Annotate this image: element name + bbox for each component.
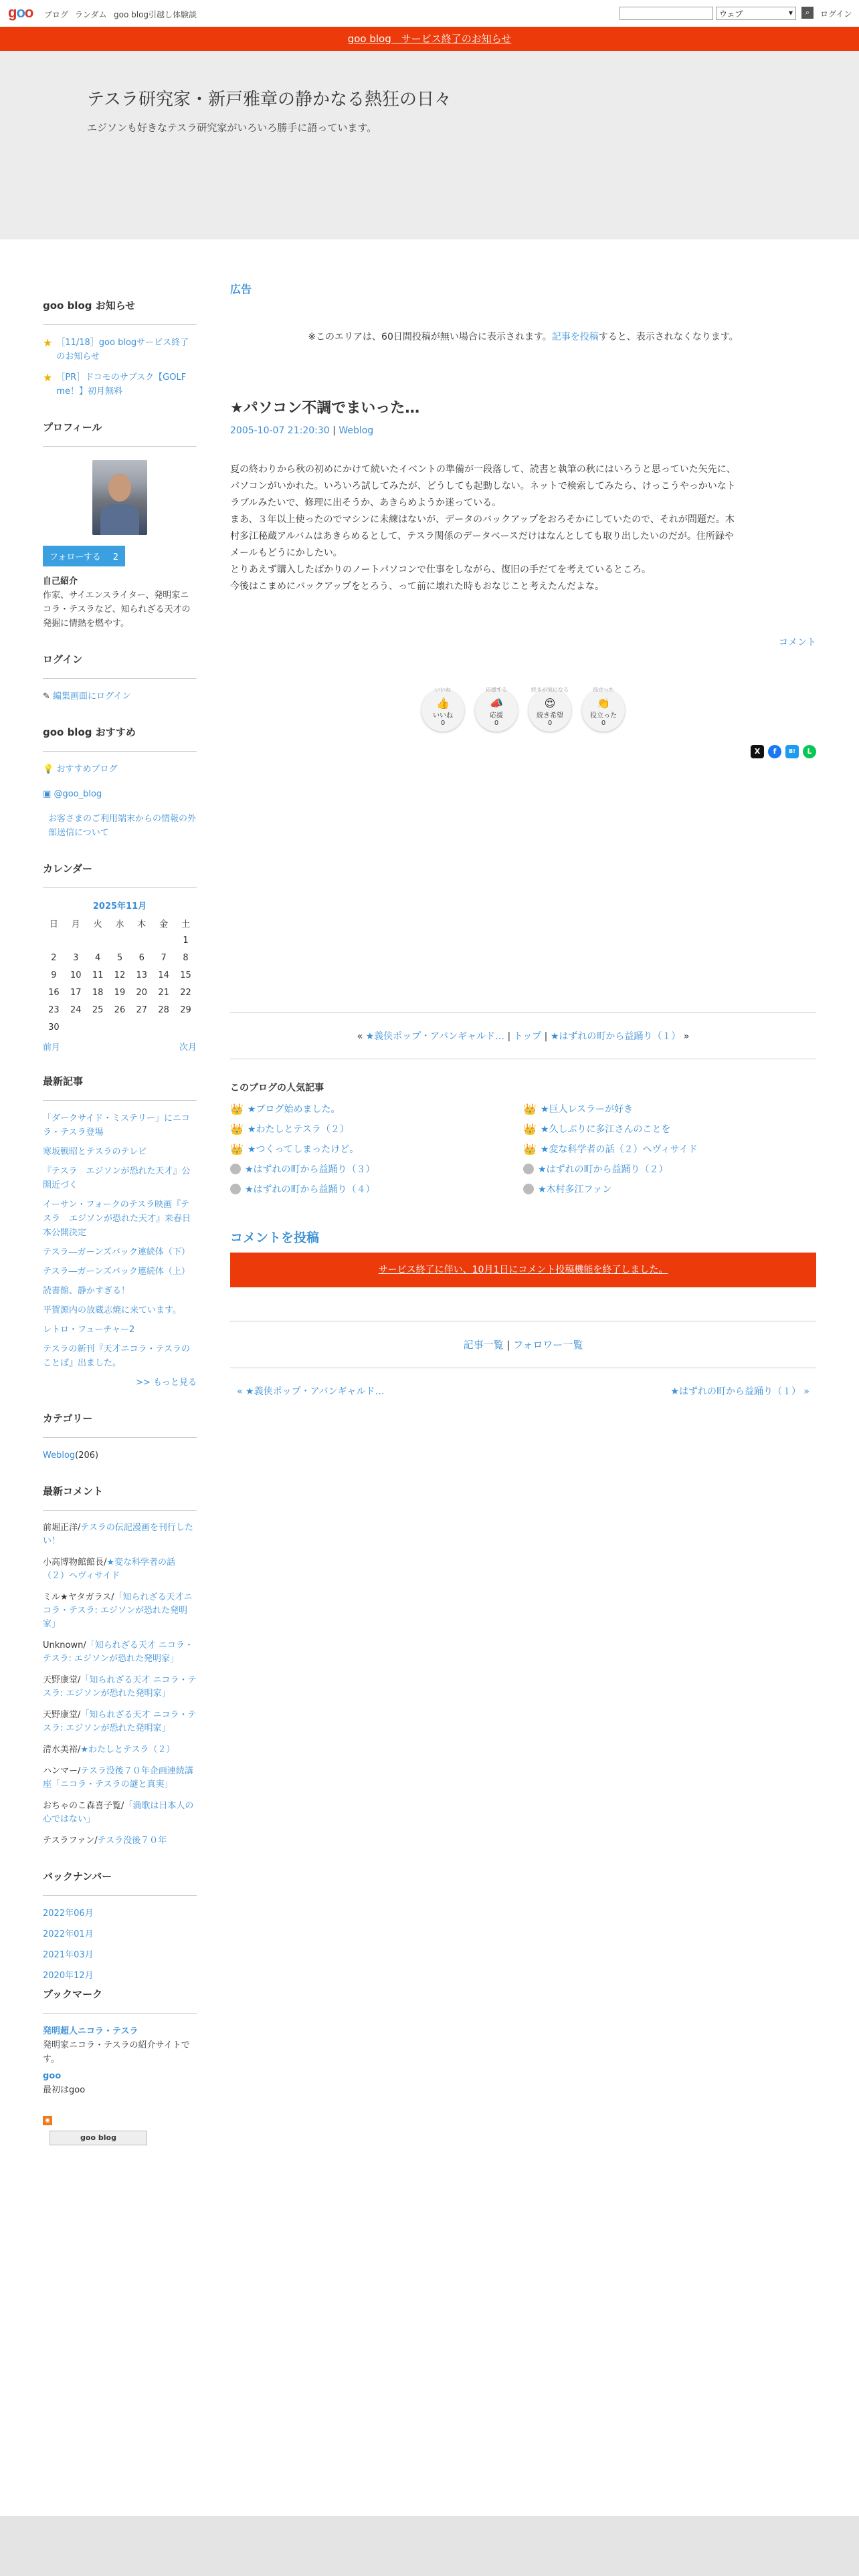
crown-icon: 👑 — [523, 1122, 537, 1136]
comment-entry-link[interactable]: ★変な科学者の話（２）ヘヴィサイド — [43, 1558, 176, 1581]
nav-blog-link[interactable]: ブログ — [44, 10, 69, 19]
reaction-caption: 役立った — [593, 687, 614, 693]
weekday-label: 日 — [49, 919, 58, 930]
bookmark-desc: 発明家ニコラ・テスラの紹介サイトです。 — [43, 2040, 190, 2064]
profile-heading: プロフィール — [43, 420, 197, 447]
calendar-day: 3 — [73, 952, 79, 963]
recent-article-link[interactable]: イーサン・フォークのテスラ映画『テスラ エジソンが恐れた天才』来春日本公開決定 — [43, 1200, 191, 1238]
popular-item — [230, 1162, 523, 1176]
popular-list — [230, 1102, 816, 1196]
calendar-day: 12 — [114, 970, 126, 980]
calendar-day: 7 — [161, 952, 167, 963]
star-icon: ★ — [43, 336, 53, 349]
popular-article-link[interactable]: ★巨人レスラーが好き — [540, 1104, 634, 1115]
share-buttons — [230, 745, 816, 758]
comment-entry-link[interactable]: 「知られざる天才 ニコラ・テスラ: エジソンが恐れた発明家」 — [43, 1675, 197, 1699]
recent-article-link[interactable]: 読書館、静かすぎる！ — [43, 1286, 130, 1296]
twitter-icon: ▣ — [43, 789, 52, 799]
crown-icon: 👑 — [230, 1122, 244, 1136]
backnumber-link[interactable]: 2021年03月 — [43, 1950, 94, 1960]
crown-icon: 👑 — [523, 1142, 537, 1156]
calendar-day: 2 — [51, 952, 57, 963]
recent-article-link[interactable]: 寒坂戦昭とテスラのテレビ — [43, 1147, 147, 1157]
comment-user: 小高博物館館長 — [43, 1558, 104, 1568]
calendar-day: 18 — [92, 987, 104, 998]
search-input[interactable] — [619, 7, 713, 20]
top-link[interactable]: トップ — [513, 1031, 542, 1042]
comment-item: ミル★ヤタガラス/「知られざる天才ニコラ・テスラ: エジソンが恐れた発明家」 — [43, 1592, 193, 1629]
follow-button[interactable]: フォローする 2 — [43, 546, 125, 566]
backnumber-list[interactable] — [43, 1907, 197, 1981]
popular-item — [230, 1142, 523, 1156]
weekday-label: 土 — [181, 919, 191, 930]
recent-article-link[interactable]: 平賀源内の放蔵志焼に来ています。 — [43, 1305, 181, 1315]
calendar-day: 4 — [94, 952, 101, 963]
calendar-day — [153, 1018, 175, 1036]
recent-article-link[interactable]: 「ダークサイド・ミステリー」にニコラ・テスラ登場 — [43, 1113, 190, 1138]
crown-icon: 👑 — [230, 1102, 244, 1115]
backnumber-link[interactable]: 2022年01月 — [43, 1929, 94, 1939]
news-heading: goo blog お知らせ — [43, 298, 197, 325]
entry-navigation: « ★義侠ポップ・アバンギャルド… | トップ | ★はずれの町から益踊り（１） » — [230, 1012, 816, 1059]
nav-moving-link[interactable]: goo blog引越し体験談 — [114, 10, 197, 19]
popular-article-link[interactable]: ★はずれの町から益踊り（４） — [245, 1184, 375, 1195]
pencil-icon: ✎ — [43, 691, 50, 702]
post-comment-heading: コメントを投稿 — [230, 1230, 320, 1245]
post-entry-link[interactable]: 記事を投稿 — [551, 332, 599, 342]
backnumber-link[interactable]: 2020年12月 — [43, 1971, 94, 1981]
recommend-heading: goo blog おすすめ — [43, 725, 197, 752]
service-end-link[interactable]: goo blog サービス終了のお知らせ — [347, 33, 512, 45]
sidebar — [43, 298, 197, 2167]
blog-header — [0, 51, 859, 239]
nav-random-link[interactable]: ランダム — [75, 10, 107, 19]
comment-item: おちゃのこ森喜子覧/「満歌は日本人の心ではない」 — [43, 1801, 194, 1824]
calendar-day: 20 — [136, 987, 148, 998]
backnumber-link[interactable]: 2022年06月 — [43, 1909, 94, 1919]
calendar-day: 19 — [114, 987, 126, 998]
reaction-label: 続き希望 — [537, 712, 563, 720]
comment-entry-link[interactable]: 「知られざる天才 ニコラ・テスラ: エジソンが恐れた発明家」 — [43, 1710, 197, 1733]
calendar-prev-link[interactable]: 前月 — [43, 1043, 61, 1053]
reaction-icon: 😍 — [544, 697, 556, 710]
more-link[interactable]: >> もっと見る — [136, 1378, 197, 1388]
twitter-link[interactable]: @goo_blog — [54, 789, 102, 799]
calendar-day — [109, 1018, 131, 1036]
popular-article-link[interactable]: ★はずれの町から益踊り（３） — [245, 1164, 375, 1175]
comment-item: テスラファン/テスラ没後７０年 — [43, 1836, 167, 1846]
category-count: (206) — [75, 1451, 99, 1461]
intro-heading: 自己紹介 — [43, 576, 78, 586]
entry-paragraph-line: 今後はこまめにバックアップをとろう、って前に壊れた時もおなじこと考えたんだよな。 — [230, 581, 605, 592]
reaction-caption: いいね — [435, 687, 451, 693]
reaction-count: 0 — [494, 720, 499, 727]
goo-logo[interactable]: goo — [8, 4, 33, 21]
reaction-count: 0 — [547, 720, 553, 727]
comment-user: 天野康堂 — [43, 1710, 78, 1720]
goo-blog-badge[interactable]: goo blog — [50, 2131, 147, 2145]
calendar-day: 22 — [180, 987, 191, 998]
rss-icon[interactable]: ◉ — [43, 2116, 52, 2125]
comments-heading: 最新コメント — [43, 1484, 197, 1511]
popular-article-link[interactable]: ★久しぶりに多江さんのことを — [540, 1124, 671, 1135]
bulb-icon: 💡 — [43, 764, 54, 774]
reaction-button[interactable] — [529, 689, 571, 732]
entry-meta: 2005-10-07 21:20:30 | Weblog — [230, 425, 374, 436]
comment-user: 清水美裕 — [43, 1745, 78, 1755]
popular-item — [523, 1122, 816, 1136]
comment-entry-link[interactable]: 「知られざる天才ニコラ・テスラ: エジソンが恐れた発明家」 — [43, 1592, 193, 1629]
main-content — [230, 281, 816, 1398]
calendar-day: 14 — [158, 970, 169, 980]
admin-login-link[interactable]: 編集画面にログイン — [53, 691, 131, 702]
popular-article-link[interactable]: ★変な科学者の話（２）ヘヴィサイド — [540, 1144, 698, 1155]
popular-item — [230, 1182, 523, 1196]
calendar-heading: カレンダー — [43, 861, 197, 888]
bookmark-desc: 最初はgoo — [43, 2085, 86, 2095]
comment-entry-link[interactable]: 「満歌は日本人の心ではない」 — [43, 1801, 194, 1824]
news-item[interactable]: ［PR］ドコモのサブスク【GOLF me！】初月無料 — [56, 372, 187, 397]
reaction-caption: 続きが気になる — [531, 687, 569, 693]
calendar-day: 28 — [158, 1004, 169, 1015]
service-end-banner[interactable] — [0, 27, 859, 51]
reaction-caption: 応援する — [486, 687, 507, 693]
entry-paragraph-line: 村多江秘蔵アルバムはあきらめるとして、テスラ関係のデータベースだけはなんとしても取り出したいのだが。住所録や — [230, 531, 734, 542]
reaction-label: 応援 — [490, 712, 503, 720]
weekday-label: 月 — [71, 919, 80, 930]
popular-article-link[interactable]: ★わたしとテスラ（２） — [247, 1124, 349, 1135]
comment-user: ハンマー — [43, 1766, 78, 1776]
comment-user: Unknown — [43, 1640, 84, 1650]
search-icon: ⌕ — [805, 8, 810, 17]
crown-icon: 👑 — [230, 1142, 244, 1156]
entry-date[interactable]: 2005-10-07 21:20:30 — [230, 425, 330, 436]
bottom-navigation — [230, 1384, 816, 1398]
calendar-day — [43, 932, 65, 949]
list-links: 記事一覧 | フォロワー一覧 — [230, 1321, 816, 1368]
crown-icon: 👑 — [523, 1102, 537, 1115]
comment-item: 小高博物館館長/★変な科学者の話（２）ヘヴィサイド — [43, 1558, 176, 1581]
bookmark-link[interactable]: goo — [43, 2071, 62, 2081]
calendar-day: 8 — [183, 952, 189, 963]
calendar-day — [130, 1018, 153, 1036]
comment-entry-link[interactable]: ★わたしとテスラ（２） — [80, 1745, 175, 1755]
weekday-label: 木 — [137, 919, 147, 930]
calendar-day: 27 — [136, 1004, 148, 1015]
calendar-day: 10 — [70, 970, 82, 980]
entry-title: ★パソコン不調でまいった… — [230, 400, 420, 417]
recent-article-link[interactable]: テスラの新刊『天才ニコラ・テスラのことば』出ました。 — [43, 1344, 190, 1368]
category-heading: カテゴリー — [43, 1411, 197, 1438]
entry-paragraph-line: とりあえず購入したばかりのノートパソコンで仕事をしながら、復旧の手だてを考えているところ。 — [230, 564, 652, 575]
comment-item: 前堀正洋/テスラの伝記漫画を刊行したい！ — [43, 1523, 193, 1546]
reaction-buttons — [230, 689, 816, 732]
entry-category-link[interactable]: Weblog — [339, 425, 374, 436]
entry-body — [230, 461, 816, 595]
calendar-day — [87, 1018, 109, 1036]
blog-description: エジソンも好きなテスラ研究家がいろいろ勝手に語っています。 — [87, 122, 377, 134]
calendar-day — [109, 932, 131, 949]
bookmark-link[interactable]: 発明超人ニコラ・テスラ — [43, 2026, 138, 2036]
calendar-day — [87, 932, 109, 949]
calendar-day: 25 — [92, 1004, 104, 1015]
login-heading: ログイン — [43, 652, 197, 679]
line-share-icon[interactable]: L — [803, 745, 816, 758]
calendar-day: 5 — [116, 952, 123, 963]
follower-list-link[interactable]: フォロワー一覧 — [513, 1339, 583, 1351]
rank-dot-icon — [230, 1164, 241, 1174]
calendar-day — [153, 932, 175, 949]
avatar[interactable] — [92, 460, 147, 535]
calendar-table — [43, 914, 197, 1036]
follow-count: 2 — [112, 552, 118, 562]
calendar-day: 1 — [183, 935, 189, 946]
calendar-day — [65, 1018, 87, 1036]
calendar-day: 30 — [48, 1022, 60, 1033]
rank-dot-icon — [230, 1184, 241, 1194]
popular-article-link[interactable]: ★はずれの町から益踊り（２） — [538, 1164, 668, 1175]
bottom-next-link[interactable]: ★はずれの町から益踊り（１） » — [670, 1386, 809, 1397]
comment-item: ハンマー/テスラ没後７０年企画連続講座「ニコラ・テスラの謎と真実」 — [43, 1766, 193, 1790]
calendar-day: 6 — [138, 952, 145, 963]
popular-item — [523, 1182, 816, 1196]
calendar-day: 16 — [48, 987, 60, 998]
comment-entry-link[interactable]: 「知られざる天才 ニコラ・テスラ: エジソンが恐れた発明家」 — [43, 1640, 193, 1664]
search-button[interactable] — [801, 7, 814, 19]
news-item[interactable]: ［11/18］goo blogサービス終了のお知らせ — [56, 338, 189, 362]
entry-paragraph-line: まあ、３年以上使ったのでマシンに未練はないが、データのバックアップをおろそかにしていたので、それが問題だ。木 — [230, 514, 735, 525]
x-share-icon[interactable]: X — [751, 745, 764, 758]
login-link[interactable]: ログイン — [820, 9, 852, 19]
popular-item — [523, 1142, 816, 1156]
reaction-button[interactable] — [582, 689, 625, 732]
comment-user: ミル★ヤタガラス — [43, 1592, 112, 1602]
entry-paragraph-line: メールもどうにかしたい。 — [230, 548, 343, 558]
blog-title[interactable]: テスラ研究家・新戸雅章の静かなる熱狂の日々 — [87, 90, 452, 110]
comment-item: Unknown/「知られざる天才 ニコラ・テスラ: エジソンが恐れた発明家」 — [43, 1640, 193, 1664]
recent-article-link[interactable]: テスラ―ガーンズバック連続体（下） — [43, 1247, 190, 1257]
entry-paragraph-line: 夏の終わりから秋の初めにかけて続いたイベントの準備が一段落して、読書と執筆の秋にはいろうと思っていた矢先に、 — [230, 464, 736, 475]
category-link[interactable]: Weblog — [43, 1451, 76, 1461]
calendar-day: 17 — [70, 987, 82, 998]
recent-article-link[interactable]: レトロ・フューチャー2 — [43, 1325, 135, 1335]
entry-list-link[interactable]: 記事一覧 — [463, 1339, 504, 1351]
calendar-month[interactable]: 2025年11月 — [92, 901, 147, 911]
recent-article-link[interactable]: テスラ―ガーンズバック連続体（上） — [43, 1267, 190, 1277]
reaction-icon: 👍 — [436, 697, 450, 710]
comment-entry-link[interactable]: テスラ没後７０年企画連続講座「ニコラ・テスラの謎と真実」 — [43, 1766, 193, 1790]
popular-article-link[interactable]: ★つくってしまったけど。 — [247, 1144, 359, 1155]
popular-item — [230, 1102, 523, 1115]
comment-user: テスラファン — [43, 1836, 95, 1846]
calendar-day — [65, 932, 87, 949]
hatena-share-icon[interactable]: B! — [785, 745, 799, 758]
search-scope-select[interactable]: ウェブ ▾ — [716, 7, 796, 20]
calendar-day: 29 — [180, 1004, 191, 1015]
ad-note: ※このエリアは、60日間投稿が無い場合に表示されます。記事を投稿すると、表示されなくなります。 — [308, 332, 739, 342]
comment-item: 清水美裕/★わたしとテスラ（２） — [43, 1745, 175, 1755]
recommend-blog-link[interactable]: おすすめブログ — [56, 764, 118, 774]
comment-item: 天野康堂/「知られざる天才 ニコラ・テスラ: エジソンが恐れた発明家」 — [43, 1710, 197, 1733]
calendar-day: 9 — [51, 970, 57, 980]
reaction-count: 0 — [601, 720, 606, 727]
calendar-day: 23 — [48, 1004, 60, 1015]
weekday-label: 水 — [115, 919, 124, 930]
comment-item: 天野康堂/「知られざる天才 ニコラ・テスラ: エジソンが恐れた発明家」 — [43, 1675, 197, 1699]
backnumber-heading: バックナンバー — [43, 1869, 197, 1896]
reaction-label: 役立った — [590, 712, 617, 720]
reaction-label: いいね — [433, 712, 453, 720]
comment-entry-link[interactable]: テスラの伝記漫画を刊行したい！ — [43, 1523, 193, 1546]
external-info-link[interactable]: お客さまのご利用端末からの情報の外部送信について — [48, 814, 197, 838]
calendar-day — [175, 1018, 197, 1036]
popular-item — [230, 1122, 523, 1136]
weekday-label: 火 — [93, 919, 102, 930]
popular-item — [523, 1162, 816, 1176]
rank-dot-icon — [523, 1164, 534, 1174]
comment-user: おちゃのこ森喜子覧 — [43, 1801, 122, 1811]
reaction-count: 0 — [440, 720, 446, 727]
intro-text: 作家、サイエンスライター、発明家ニコラ・テスラなど、知られざる天才の発掘に情熱を燃やす。 — [43, 591, 191, 629]
footer — [0, 2516, 859, 2576]
recent-article-link[interactable]: 『テスラ エジソンが恐れた天才』公開近づく — [43, 1166, 191, 1190]
popular-article-link[interactable]: ★木村多江ファン — [538, 1184, 612, 1195]
comment-closed-banner[interactable]: サービス終了に伴い、10月1日にコメント投稿機能を終了しました。 — [230, 1253, 816, 1287]
popular-item — [523, 1102, 816, 1115]
comment-link[interactable]: コメント — [779, 637, 816, 648]
reaction-button[interactable] — [475, 689, 518, 732]
bookmark-heading: ブックマーク — [43, 1987, 197, 2014]
recent-heading: 最新記事 — [43, 1074, 197, 1101]
facebook-share-icon[interactable]: f — [768, 745, 781, 758]
next-entry-link[interactable]: ★はずれの町から益踊り（１） — [550, 1031, 681, 1042]
calendar-next-link[interactable]: 次月 — [179, 1043, 197, 1053]
popular-heading: このブログの人気記事 — [230, 1083, 324, 1093]
calendar-day: 24 — [70, 1004, 82, 1015]
calendar-day: 21 — [158, 987, 169, 998]
reaction-icon: 👏 — [597, 697, 610, 710]
reaction-icon: 📣 — [490, 697, 503, 710]
ad-heading: 広告 — [230, 283, 252, 296]
comment-user: 前堀正洋 — [43, 1523, 78, 1533]
weekday-label: 金 — [159, 919, 169, 930]
star-icon: ★ — [43, 371, 53, 384]
bottom-prev-link[interactable]: « ★義侠ポップ・アバンギャルド… — [237, 1386, 385, 1397]
comment-user: 天野康堂 — [43, 1675, 78, 1685]
calendar-day: 11 — [92, 970, 104, 980]
comment-entry-link[interactable]: テスラ没後７０年 — [97, 1836, 167, 1846]
calendar-day: 13 — [136, 970, 148, 980]
entry-paragraph-line: パソコンがいかれた。いろいろ試してみたが、どうしても起動しない。ネットで検索してみたら、けっこうやっかいなト — [230, 481, 736, 492]
rank-dot-icon — [523, 1184, 534, 1194]
prev-entry-link[interactable]: ★義侠ポップ・アバンギャルド… — [365, 1031, 505, 1042]
reaction-button[interactable] — [421, 689, 464, 732]
calendar-day: 26 — [114, 1004, 126, 1015]
calendar-day: 15 — [180, 970, 191, 980]
calendar-day — [130, 932, 153, 949]
top-bar — [0, 0, 859, 27]
popular-article-link[interactable]: ★ブログ始めました。 — [247, 1104, 341, 1115]
entry-paragraph-line: ラブルみたいで、修理に出そうか、あきらめようか迷っている。 — [230, 498, 502, 508]
